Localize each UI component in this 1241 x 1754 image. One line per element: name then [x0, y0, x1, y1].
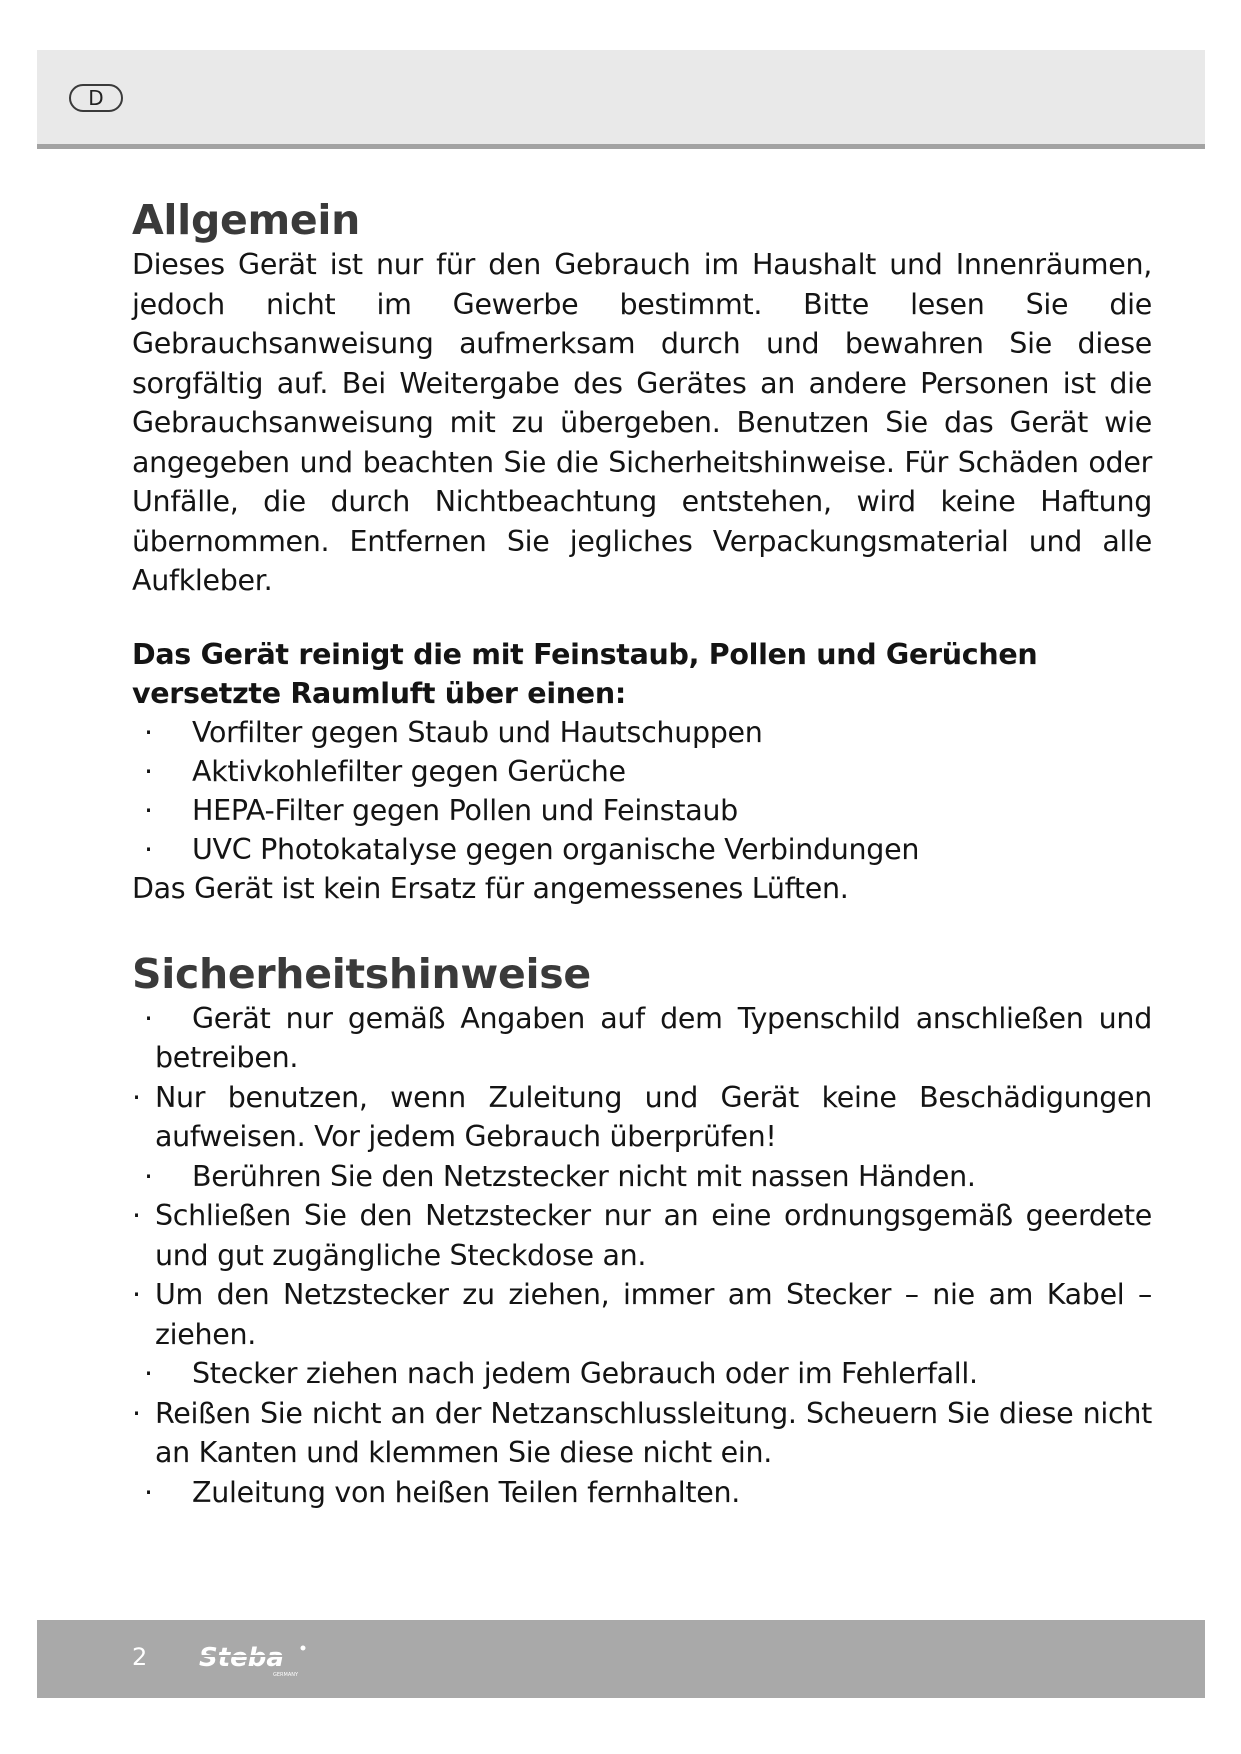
safety-text: Gerät nur gemäß Angaben auf dem Typenschild anschließen und betreiben.	[155, 1001, 1152, 1075]
logo-dot	[301, 1646, 306, 1651]
general-paragraph: Dieses Gerät ist nur für den Gebrauch im Haushalt und Innenräumen, jedoch nicht im Gewerbe bestimmt. Bitte lesen Sie die Gebrauchsanweisung aufmerksam durch und bewahren Sie diese sorgfältig auf. Bei Weitergabe des Gerätes an andere Personen ist die Gebrauchsanweisung mit zu übergeben. Benutzen Sie das Gerät wie angegeben und beachten Sie die Sicherheitshinweise. Für Schäden oder Unfälle, die durch Nichtbeachtung entstehen, wird keine Haftung übernommen. Entfernen Sie jegliches Verpackungsmaterial und alle Aufkleber.	[132, 248, 1152, 598]
list-item	[132, 1394, 1152, 1473]
list-item	[132, 1157, 1152, 1197]
bullet-icon: ·	[144, 832, 153, 866]
bullet-icon: ·	[132, 1396, 141, 1430]
page-footer	[37, 1620, 1205, 1698]
safety-text: Stecker ziehen nach jedem Gebrauch oder im Fehlerfall.	[192, 1357, 978, 1391]
page-content	[132, 196, 1152, 1512]
list-item	[132, 1078, 1152, 1157]
bullet-icon: ·	[132, 1278, 141, 1312]
safety-text: Zuleitung von heißen Teilen fernhalten.	[192, 1475, 740, 1509]
safety-text: Berühren Sie den Netzstecker nicht mit nassen Händen.	[192, 1159, 976, 1193]
page-header	[37, 50, 1205, 149]
bullet-icon: ·	[144, 1475, 153, 1509]
list-item	[132, 752, 1152, 791]
section-title-safety: Sicherheitshinweise	[132, 949, 591, 998]
filter-text: UVC Photokatalyse gegen organische Verbindungen	[192, 832, 920, 866]
bullet-icon: ·	[144, 793, 153, 827]
bullet-icon: ·	[144, 1357, 153, 1391]
safety-text: Reißen Sie nicht an der Netzanschlussleitung. Scheuern Sie diese nicht an Kanten und klemmen Sie diese nicht ein.	[155, 1396, 1152, 1470]
logo-text: Steba	[199, 1643, 284, 1673]
safety-text: Nur benutzen, wenn Zuleitung und Gerät keine Beschädigungen aufweisen. Vor jedem Gebrauch überprüfen!	[155, 1080, 1152, 1154]
list-item	[132, 999, 1152, 1078]
bullet-icon: ·	[144, 715, 153, 749]
bullet-icon: ·	[132, 1080, 141, 1114]
safety-list	[132, 999, 1152, 1513]
section-title-general: Allgemein	[132, 196, 361, 244]
list-item	[132, 791, 1152, 830]
bullet-icon: ·	[144, 754, 153, 788]
list-item	[132, 1354, 1152, 1394]
list-item	[132, 1275, 1152, 1354]
list-item	[132, 1473, 1152, 1513]
page-number: 2	[132, 1643, 148, 1671]
filter-intro: Das Gerät reinigt die mit Feinstaub, Pollen und Gerüchen versetzte Raumluft über einen:	[132, 637, 1038, 710]
steba-logo	[197, 1640, 357, 1680]
filter-list	[132, 713, 1152, 869]
bullet-icon: ·	[132, 1199, 141, 1233]
filter-text: HEPA-Filter gegen Pollen und Feinstaub	[192, 793, 738, 827]
logo-tagline: GERMANY	[273, 1672, 299, 1678]
list-item	[132, 1196, 1152, 1275]
safety-text: Schließen Sie den Netzstecker nur an eine ordnungsgemäß geerdete und gut zugängliche Steckdose an.	[155, 1199, 1152, 1272]
filter-text: Vorfilter gegen Staub und Hautschuppen	[192, 715, 763, 749]
bullet-icon: ·	[144, 1159, 153, 1193]
filter-text: Aktivkohlefilter gegen Gerüche	[192, 754, 626, 788]
safety-text: Um den Netzstecker zu ziehen, immer am Stecker – nie am Kabel – ziehen.	[155, 1278, 1152, 1351]
ventilation-note: Das Gerät ist kein Ersatz für angemessenes Lüften.	[132, 871, 849, 905]
list-item	[132, 713, 1152, 752]
language-badge: D	[69, 84, 123, 112]
list-item	[132, 830, 1152, 869]
bullet-icon: ·	[144, 1001, 153, 1035]
